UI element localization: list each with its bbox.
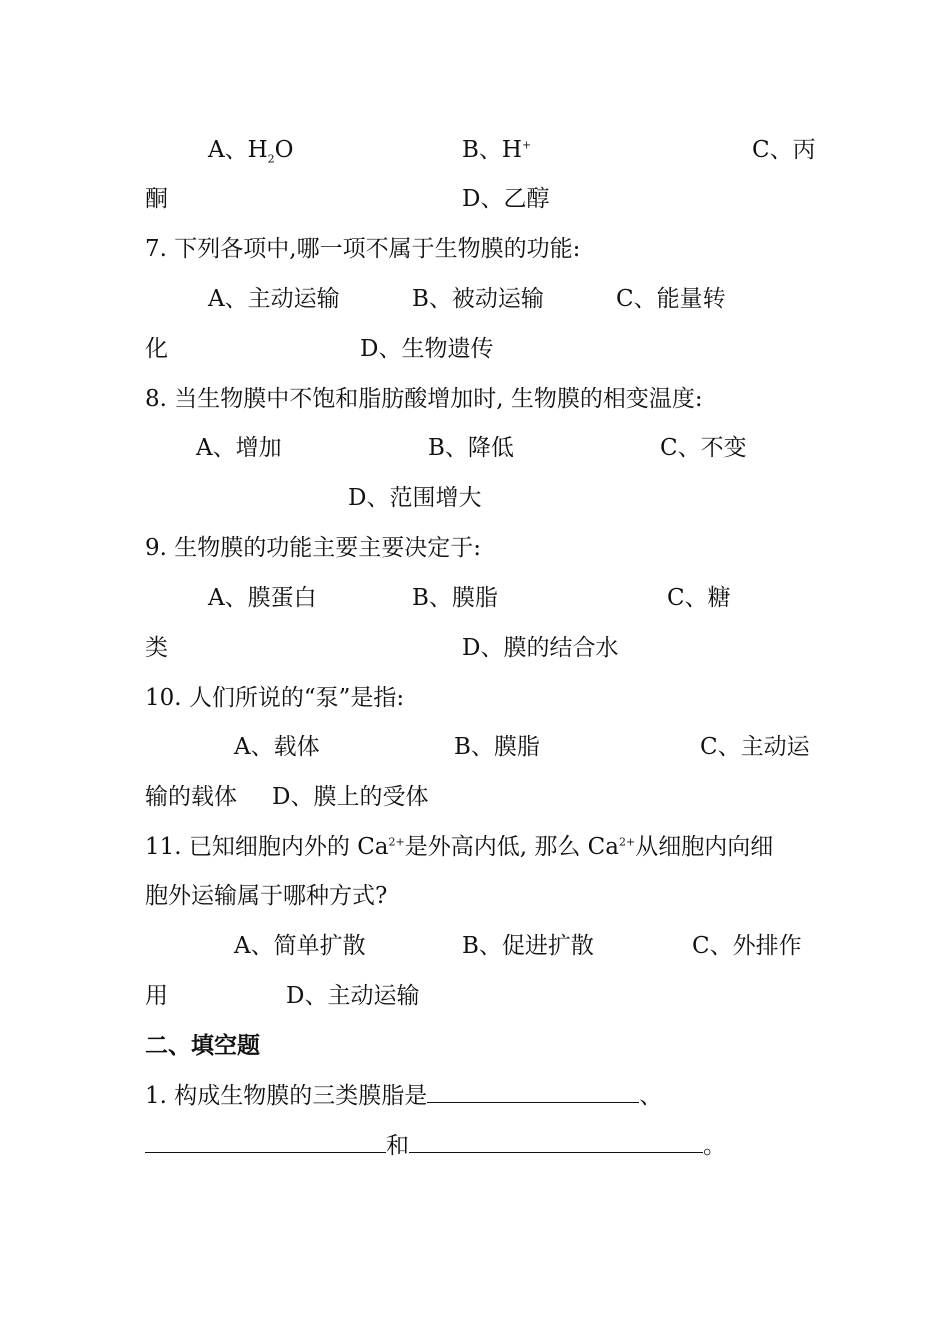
q9-option-b: B、膜脂 [412,585,498,611]
q10-option-d: D、膜上的受体 [272,784,429,810]
q6-option-b: B、H+ [462,137,532,163]
fill-blank-2[interactable] [145,1132,386,1153]
fill-q1-line1 [145,1081,662,1111]
end-period: 。 [703,1133,726,1159]
q7-option-d: D、生物遗传 [360,336,494,362]
q7-option-c-part2: 化 [145,336,168,362]
q7-option-b: B、被动运输 [412,286,544,312]
q10-option-c-part1: C、主动运 [700,734,810,760]
q9-option-d: D、膜的结合水 [462,635,619,661]
q7-stem: 7. 下列各项中,哪一项不属于生物膜的功能: [145,236,581,262]
q11-option-b: B、促进扩散 [462,933,594,959]
q9-option-c-part2: 类 [145,635,168,661]
q8-option-d: D、范围增大 [348,485,482,511]
q11-option-d: D、主动运输 [286,983,420,1009]
q8-stem: 8. 当生物膜中不饱和脂肪酸增加时, 生物膜的相变温度: [145,386,703,412]
q6-option-a: A、$H_2O$ [208,137,294,166]
q9-stem: 9. 生物膜的功能主要主要决定于: [145,535,482,561]
section-heading: 二、填空题 [145,1032,260,1059]
q9-option-c-part1: C、糖 [667,585,731,611]
q7-option-a: A、主动运输 [208,286,340,312]
q8-option-a: A、增加 [196,435,282,461]
q10-option-c-part2: 输的载体 [145,784,237,810]
q11-option-a: A、简单扩散 [234,933,366,959]
q11-stem-line1: 11. 已知细胞内外的 $Ca^{2+}$是外高内低, 那么 $Ca^{2+}$从细胞内向细 [145,834,774,860]
q8-option-c: C、不变 [660,435,747,461]
separator-and: 和 [386,1133,409,1159]
q8-option-b: B、降低 [428,435,514,461]
q11-stem-line2: 胞外运输属于哪种方式? [145,883,388,909]
separator-comma: 、 [639,1083,663,1109]
q11-option-c-part2: 用 [145,983,168,1009]
q10-option-b: B、膜脂 [454,734,540,760]
q6-option-c-part2: 酮 [145,186,168,212]
q11-option-c-part1: C、外排作 [692,933,802,959]
q10-option-a: A、载体 [234,734,320,760]
fill-blank-3[interactable] [409,1132,703,1153]
q9-option-a: A、膜蛋白 [208,585,317,611]
fill-blank-1[interactable] [427,1082,639,1103]
q6-option-d: D、乙醇 [462,186,550,212]
fill-q1-stem: 1. 构成生物膜的三类膜脂是 [145,1083,428,1109]
q10-stem: 10. 人们所说的“泵”是指: [145,685,405,711]
q6-option-c-part1: C、丙 [752,137,816,163]
q7-option-c-part1: C、能量转 [616,286,726,312]
fill-q1-line2 [145,1131,726,1161]
